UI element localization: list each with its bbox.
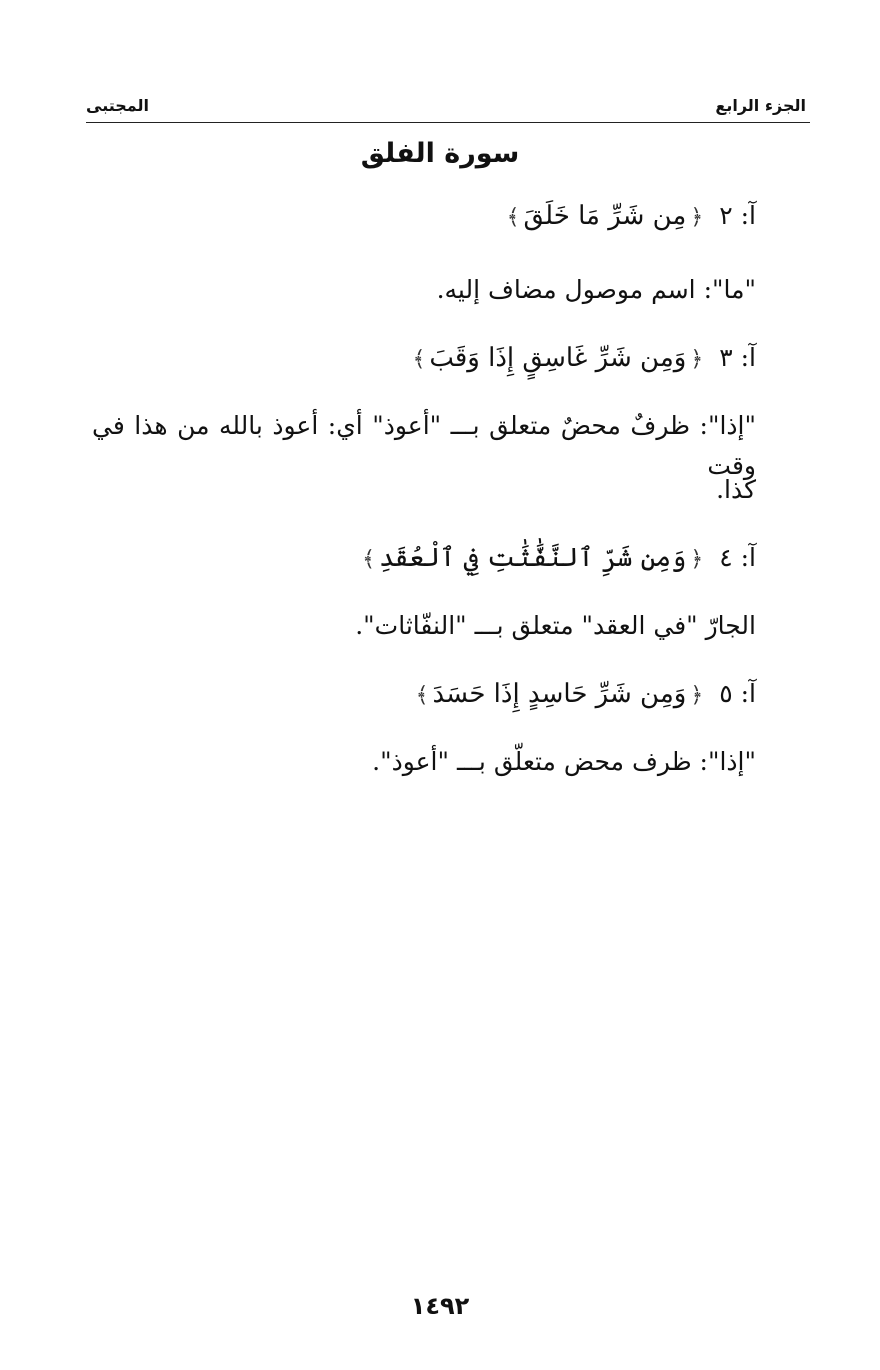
running-header [86,96,806,122]
quran-verse-text: وَمِن شَرِّ حَاسِدٍ إِذَا حَسَدَ [432,679,687,709]
header-volume: الجزء الرابع [715,96,806,115]
quran-verse-text: وَمِن شَرِّ غَاسِقٍ إِذَا وَقَبَ [429,343,687,373]
quran-verse-text: وَمِن شَرِّ ٱلنَّفَّٰثَٰتِ فِي ٱلْعُقَدِ [379,543,687,573]
verse-reference: آ: ٢ [719,201,756,230]
verse-line [503,196,756,238]
ornate-bracket-open: ﴿ [690,683,704,708]
quran-verse-text: مِن شَرِّ مَا خَلَقَ [523,201,687,231]
page-number: ١٤٩٢ [410,1292,470,1320]
ornate-bracket-open: ﴿ [690,205,704,230]
verse-line [408,338,756,380]
verse-reference: آ: ٣ [719,343,756,372]
verse-line [412,674,756,716]
ornate-bracket-open: ﴿ [690,547,704,572]
commentary-line: "إذا": ظرف محض متعلّق بـــ "أعوذ". [372,747,756,776]
verse-reference: آ: ٤ [719,543,756,572]
ornate-bracket-close: ﴾ [415,683,429,708]
verse-reference: آ: ٥ [719,679,756,708]
ornate-bracket-open: ﴿ [690,347,704,372]
commentary-line: "ما": اسم موصول مضاف إليه. [436,275,756,304]
commentary-line-continued: كذا. [716,475,756,504]
header-rule [86,122,810,123]
commentary-line: "إذا": ظرفٌ محضٌ متعلق بـــ "أعوذ" أي: أعوذ بالله من هذا في وقت [92,411,756,480]
ornate-bracket-close: ﴾ [412,347,426,372]
surah-title: سورة الفلق [360,138,520,169]
ornate-bracket-close: ﴾ [362,547,376,572]
commentary-line: الجارّ "في العقد" متعلق بـــ "النفّاثات". [355,611,756,640]
ornate-bracket-close: ﴾ [506,205,520,230]
verse-line [358,538,756,580]
header-book-title: المجتبى [86,96,149,115]
